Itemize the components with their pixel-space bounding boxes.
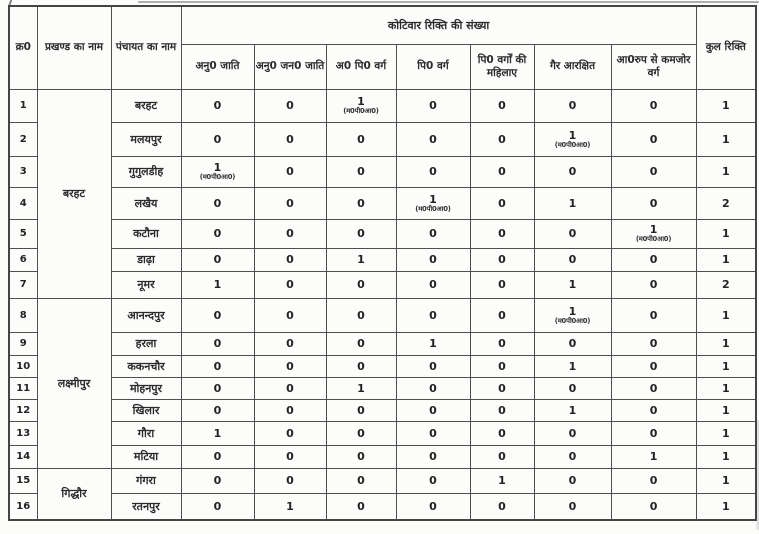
- total-cell: 1: [696, 468, 756, 493]
- table-row: [9, 421, 756, 445]
- vacancy-cell: 0: [396, 377, 470, 399]
- header-col-st: अनु0 जन0 जाति: [254, 44, 326, 89]
- total-cell: 1: [696, 248, 756, 271]
- vacancy-cell: 0: [534, 377, 611, 399]
- cell-value: 1: [568, 304, 577, 318]
- serial-cell: 5: [9, 219, 37, 248]
- total-cell: 1: [696, 156, 756, 187]
- panchayat-name-cell: गौरा: [111, 421, 181, 445]
- vacancy-cell: 1: [181, 421, 254, 445]
- vacancy-cell: 0: [611, 355, 696, 377]
- vacancy-cell: 0: [254, 248, 326, 271]
- vacancy-cell: 0: [326, 445, 396, 468]
- vacancy-cell: 0: [470, 493, 534, 520]
- vacancy-cell: 1: [254, 493, 326, 520]
- header-total-vacancy: कुल रिक्ति: [696, 6, 756, 89]
- serial-cell: 9: [9, 332, 37, 355]
- vacancy-cell: 0: [611, 156, 696, 187]
- vacancy-cell: 0: [254, 298, 326, 332]
- vacancy-cell: 1: [534, 187, 611, 219]
- vacancy-cell: [396, 187, 470, 219]
- serial-cell: 16: [9, 493, 37, 520]
- vacancy-cell: [534, 298, 611, 332]
- vacancy-cell: 0: [470, 332, 534, 355]
- vacancy-cell: 0: [470, 248, 534, 271]
- panchayat-name-cell: हरला: [111, 332, 181, 355]
- total-cell: 1: [696, 122, 756, 156]
- vacancy-cell: 0: [611, 271, 696, 298]
- vacancy-cell: 0: [534, 89, 611, 122]
- serial-cell: 3: [9, 156, 37, 187]
- header-col-bc: पि0 वर्ग: [396, 44, 470, 89]
- table-row: [9, 355, 756, 377]
- header-vacancy-group: कोटिवार रिक्ति की संख्या: [181, 6, 696, 44]
- vacancy-cell: 0: [396, 445, 470, 468]
- vacancy-cell: 1: [534, 271, 611, 298]
- panchayat-name-cell: खिलार: [111, 399, 181, 421]
- table-row: [9, 89, 756, 122]
- vacancy-cell: 0: [470, 399, 534, 421]
- total-cell: 1: [696, 219, 756, 248]
- panchayat-name-cell: लखैय: [111, 187, 181, 219]
- vacancy-cell: 0: [470, 122, 534, 156]
- serial-cell: 4: [9, 187, 37, 219]
- cell-value: 1: [429, 192, 437, 206]
- panchayat-name-cell: नूमर: [111, 271, 181, 298]
- vacancy-table: [8, 5, 757, 521]
- vacancy-cell: 0: [534, 468, 611, 493]
- serial-cell: 14: [9, 445, 37, 468]
- vacancy-cell: 1: [181, 271, 254, 298]
- panchayat-name-cell: कटौना: [111, 219, 181, 248]
- block-name-cell: गिद्धौर: [37, 468, 111, 520]
- header-row-1: [9, 6, 756, 44]
- serial-cell: 12: [9, 399, 37, 421]
- vacancy-cell: 0: [396, 122, 470, 156]
- vacancy-cell: 0: [611, 187, 696, 219]
- panchayat-name-cell: मलयपुर: [111, 122, 181, 156]
- vacancy-cell: 0: [181, 468, 254, 493]
- vacancy-cell: 0: [611, 421, 696, 445]
- table-row: [9, 377, 756, 399]
- vacancy-cell: 0: [611, 122, 696, 156]
- vacancy-cell: 1: [534, 355, 611, 377]
- vacancy-cell: 0: [181, 219, 254, 248]
- serial-cell: 1: [9, 89, 37, 122]
- vacancy-cell: 0: [181, 493, 254, 520]
- serial-cell: 2: [9, 122, 37, 156]
- cell-note: (म0पी0आ0): [635, 235, 672, 243]
- serial-cell: 6: [9, 248, 37, 271]
- vacancy-cell: [534, 122, 611, 156]
- vacancy-cell: 0: [534, 248, 611, 271]
- total-cell: 1: [696, 89, 756, 122]
- vacancy-cell: 1: [326, 248, 396, 271]
- vacancy-cell: 0: [326, 355, 396, 377]
- total-cell: 1: [696, 445, 756, 468]
- table-row: [9, 332, 756, 355]
- vacancy-cell: 0: [254, 271, 326, 298]
- cell-note: (म0पी0आ0): [415, 204, 451, 213]
- cell-value: 1: [213, 161, 222, 174]
- serial-cell: 10: [9, 355, 37, 377]
- vacancy-cell: 0: [181, 298, 254, 332]
- vacancy-cell: 0: [534, 156, 611, 187]
- vacancy-cell: [181, 156, 254, 187]
- vacancy-cell: 0: [326, 298, 396, 332]
- header-panchayat-name: पंचायत का नाम: [111, 6, 181, 89]
- cell-note: (म0पी0आ0): [554, 316, 591, 325]
- table-row: [9, 219, 756, 248]
- vacancy-cell: 0: [534, 332, 611, 355]
- vacancy-cell: 0: [254, 332, 326, 355]
- vacancy-cell: 0: [534, 445, 611, 468]
- table-row: [9, 122, 756, 156]
- table-row: [9, 298, 756, 332]
- vacancy-cell: [611, 219, 696, 248]
- vacancy-cell: 0: [396, 421, 470, 445]
- cell-value: 1: [568, 128, 577, 142]
- panchayat-name-cell: ककनचौर: [111, 355, 181, 377]
- vacancy-cell: 0: [611, 248, 696, 271]
- vacancy-cell: 0: [396, 248, 470, 271]
- table-row: [9, 271, 756, 298]
- vacancy-cell: 0: [534, 421, 611, 445]
- vacancy-cell: 0: [396, 156, 470, 187]
- header-col-bc-women: पि0 वर्गों की महिलाए: [470, 44, 534, 89]
- vacancy-cell: 0: [396, 399, 470, 421]
- table-row: [9, 445, 756, 468]
- vacancy-cell: 0: [470, 187, 534, 219]
- vacancy-cell: 0: [254, 122, 326, 156]
- vacancy-cell: 0: [181, 399, 254, 421]
- vacancy-cell: 1: [470, 468, 534, 493]
- total-cell: 1: [696, 298, 756, 332]
- serial-cell: 7: [9, 271, 37, 298]
- vacancy-cell: 0: [181, 248, 254, 271]
- serial-cell: 15: [9, 468, 37, 493]
- vacancy-cell: 0: [181, 355, 254, 377]
- table-row: [9, 248, 756, 271]
- vacancy-cell: 1: [534, 399, 611, 421]
- vacancy-cell: 0: [470, 298, 534, 332]
- vacancy-cell: 0: [470, 445, 534, 468]
- serial-cell: 8: [9, 298, 37, 332]
- total-cell: 2: [696, 271, 756, 298]
- total-cell: 1: [696, 399, 756, 421]
- vacancy-cell: 0: [254, 355, 326, 377]
- scan-top-edge-line: [138, 1, 759, 3]
- vacancy-cell: 0: [611, 377, 696, 399]
- vacancy-cell: 0: [396, 493, 470, 520]
- header-serial: क्र0: [9, 6, 37, 89]
- vacancy-cell: 1: [326, 377, 396, 399]
- vacancy-cell: 0: [470, 355, 534, 377]
- vacancy-cell: 0: [254, 156, 326, 187]
- vacancy-cell: 0: [326, 493, 396, 520]
- cell-note: (म0पी0आ0): [199, 173, 236, 181]
- vacancy-cell: 0: [254, 399, 326, 421]
- vacancy-cell: 0: [254, 468, 326, 493]
- table-row: [9, 493, 756, 520]
- vacancy-cell: 0: [470, 271, 534, 298]
- cell-note: (म0पी0आ0): [343, 107, 379, 115]
- vacancy-cell: 0: [181, 445, 254, 468]
- panchayat-name-cell: बरहट: [111, 89, 181, 122]
- vacancy-cell: 0: [470, 421, 534, 445]
- vacancy-cell: 1: [611, 445, 696, 468]
- header-col-ebc: अ0 पि0 वर्ग: [326, 44, 396, 89]
- panchayat-name-cell: डाढ़ा: [111, 248, 181, 271]
- panchayat-name-cell: आनन्दपुर: [111, 298, 181, 332]
- vacancy-cell: 0: [611, 468, 696, 493]
- serial-cell: 13: [9, 421, 37, 445]
- total-cell: 1: [696, 421, 756, 445]
- vacancy-cell: 0: [181, 89, 254, 122]
- vacancy-cell: 0: [396, 271, 470, 298]
- vacancy-cell: 0: [396, 298, 470, 332]
- table-row: [9, 156, 756, 187]
- table-row: [9, 399, 756, 421]
- vacancy-cell: 0: [611, 399, 696, 421]
- vacancy-cell: 0: [326, 332, 396, 355]
- vacancy-cell: 0: [254, 89, 326, 122]
- vacancy-cell: 0: [470, 219, 534, 248]
- vacancy-cell: 0: [326, 122, 396, 156]
- vacancy-cell: 0: [611, 332, 696, 355]
- vacancy-cell: [326, 89, 396, 122]
- vacancy-cell: 0: [326, 399, 396, 421]
- vacancy-cell: 0: [326, 219, 396, 248]
- serial-cell: 11: [9, 377, 37, 399]
- panchayat-name-cell: गंगरा: [111, 468, 181, 493]
- vacancy-cell: 0: [326, 271, 396, 298]
- vacancy-cell: 0: [181, 377, 254, 399]
- panchayat-name-cell: गुगुलडीह: [111, 156, 181, 187]
- vacancy-cell: 0: [326, 187, 396, 219]
- vacancy-cell: 0: [470, 377, 534, 399]
- panchayat-name-cell: मटिया: [111, 445, 181, 468]
- vacancy-cell: 0: [254, 219, 326, 248]
- block-name-cell: बरहट: [37, 89, 111, 298]
- vacancy-cell: 0: [534, 219, 611, 248]
- header-col-ews: आ0रुप से कमजोर वर्ग: [611, 44, 696, 89]
- block-name-cell: लक्ष्मीपुर: [37, 298, 111, 468]
- vacancy-cell: 0: [611, 298, 696, 332]
- cell-value: 1: [649, 223, 658, 236]
- table-row: [9, 468, 756, 493]
- vacancy-cell: 1: [396, 332, 470, 355]
- vacancy-cell: 0: [254, 421, 326, 445]
- vacancy-cell: 0: [396, 355, 470, 377]
- header-block-name: प्रखण्ड का नाम: [37, 6, 111, 89]
- vacancy-cell: 0: [611, 89, 696, 122]
- panchayat-name-cell: मोहनपुर: [111, 377, 181, 399]
- total-cell: 1: [696, 355, 756, 377]
- panchayat-name-cell: रतनपुर: [111, 493, 181, 520]
- header-col-unreserved: गैर आरक्षित: [534, 44, 611, 89]
- vacancy-cell: 0: [254, 445, 326, 468]
- cell-note: (म0पी0आ0): [554, 140, 591, 149]
- vacancy-cell: 0: [396, 89, 470, 122]
- vacancy-cell: 0: [254, 187, 326, 219]
- vacancy-cell: 0: [470, 89, 534, 122]
- vacancy-cell: 0: [181, 332, 254, 355]
- vacancy-cell: 0: [326, 468, 396, 493]
- vacancy-cell: 0: [326, 421, 396, 445]
- vacancy-cell: 0: [534, 493, 611, 520]
- vacancy-cell: 0: [396, 468, 470, 493]
- vacancy-cell: 0: [396, 219, 470, 248]
- total-cell: 1: [696, 377, 756, 399]
- total-cell: 1: [696, 332, 756, 355]
- vacancy-cell: 0: [611, 493, 696, 520]
- total-cell: 1: [696, 493, 756, 520]
- header-col-sc: अनु0 जाति: [181, 44, 254, 89]
- cell-value: 1: [357, 95, 365, 108]
- total-cell: 2: [696, 187, 756, 219]
- vacancy-cell: 0: [181, 122, 254, 156]
- vacancy-cell: 0: [254, 377, 326, 399]
- vacancy-cell: 0: [470, 156, 534, 187]
- table-row: [9, 187, 756, 219]
- vacancy-cell: 0: [326, 156, 396, 187]
- vacancy-cell: 0: [181, 187, 254, 219]
